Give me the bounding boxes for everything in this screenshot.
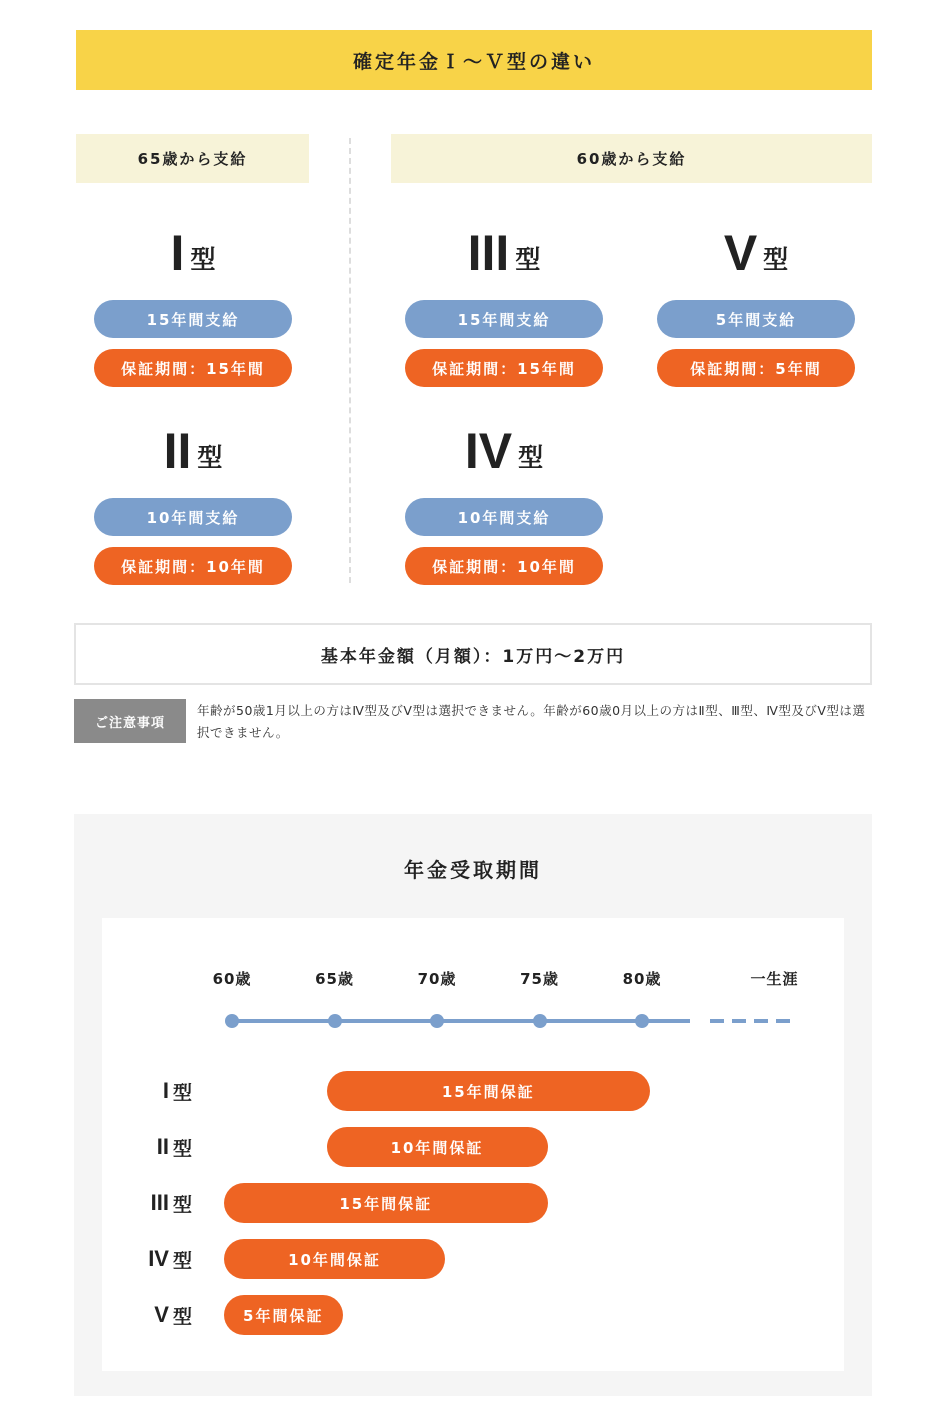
row-type-label <box>132 1127 192 1167</box>
axis-dash <box>732 1019 746 1023</box>
row-type-suffix: 型 <box>172 1249 192 1272</box>
row-type-numeral: V <box>154 1302 169 1327</box>
basic-amount-box: 基本年金額（月額）：1万円～2万円 <box>74 623 872 685</box>
row-type-label <box>132 1295 192 1335</box>
guarantee-period-bar: 15年間保証 <box>224 1183 548 1223</box>
row-type-numeral: III <box>150 1190 169 1215</box>
group-header-60: 60歳から支給 <box>391 134 872 183</box>
axis-dot <box>635 1014 649 1028</box>
row-type-label <box>132 1239 192 1279</box>
group-divider <box>349 138 351 583</box>
type-numeral: I <box>170 225 185 281</box>
axis-tick-label: 一生涯 <box>750 970 799 988</box>
payout-badge: 15年間支給 <box>405 300 603 338</box>
payout-badge: 5年間支給 <box>657 300 855 338</box>
guarantee-period-bar: 5年間保証 <box>224 1295 343 1335</box>
axis-tick-label: 60歳 <box>212 970 252 988</box>
guarantee-badge: 保証期間：10年間 <box>405 547 603 585</box>
type-heading <box>384 222 624 281</box>
type-numeral: IV <box>464 423 513 479</box>
type-card-1 <box>73 222 313 387</box>
row-type-numeral: I <box>162 1078 169 1103</box>
axis-dash <box>754 1019 768 1023</box>
axis-tick-label: 65歳 <box>315 970 354 988</box>
axis-tick-label: 75歳 <box>520 970 559 988</box>
axis-tick-label: 80歳 <box>622 970 662 988</box>
payout-badge: 15年間支給 <box>94 300 292 338</box>
guarantee-badge: 保証期間：5年間 <box>657 349 855 387</box>
type-heading <box>384 420 624 479</box>
type-card-5 <box>636 222 876 387</box>
type-suffix: 型 <box>190 245 216 274</box>
type-card-3 <box>384 222 624 387</box>
notice-text: 年齢が50歳1月以上の方はⅣ型及びⅤ型は選択できません。年齢が60歳0月以上の方はⅡ型、Ⅲ型、Ⅳ型及びⅤ型は選択できません。 <box>197 703 866 740</box>
payout-badge: 10年間支給 <box>405 498 603 536</box>
type-suffix: 型 <box>197 443 223 472</box>
guarantee-period-bar: 10年間保証 <box>224 1239 445 1279</box>
row-type-suffix: 型 <box>172 1137 192 1160</box>
payout-period-panel <box>74 814 872 1396</box>
guarantee-badge: 保証期間：15年間 <box>94 349 292 387</box>
row-type-suffix: 型 <box>172 1193 192 1216</box>
age-axis-line <box>232 1019 690 1023</box>
row-type-suffix: 型 <box>172 1081 192 1104</box>
timeline-chart <box>102 918 844 1371</box>
type-heading <box>73 222 313 281</box>
row-type-label <box>132 1071 192 1111</box>
axis-dot <box>328 1014 342 1028</box>
row-type-label <box>132 1183 192 1223</box>
page-title: 確定年金Ｉ～Ｖ型の違い <box>76 30 872 90</box>
type-suffix: 型 <box>515 245 541 274</box>
axis-dash <box>776 1019 790 1023</box>
type-numeral: V <box>723 225 758 281</box>
type-suffix: 型 <box>763 245 789 274</box>
guarantee-badge: 保証期間：10年間 <box>94 547 292 585</box>
group-header-65: 65歳から支給 <box>76 134 309 183</box>
type-heading <box>73 420 313 479</box>
type-numeral: III <box>467 225 510 281</box>
type-heading <box>636 222 876 281</box>
payout-badge: 10年間支給 <box>94 498 292 536</box>
axis-dash <box>710 1019 724 1023</box>
guarantee-period-bar: 10年間保証 <box>327 1127 548 1167</box>
notice-label: ご注意事項 <box>74 699 186 743</box>
row-type-numeral: IV <box>148 1246 169 1271</box>
axis-dot <box>533 1014 547 1028</box>
period-title: 年金受取期間 <box>404 858 542 882</box>
type-numeral: II <box>163 423 192 479</box>
row-type-suffix: 型 <box>172 1305 192 1328</box>
type-card-2 <box>73 420 313 585</box>
axis-dot <box>225 1014 239 1028</box>
guarantee-period-bar: 15年間保証 <box>327 1071 651 1111</box>
guarantee-badge: 保証期間：15年間 <box>405 349 603 387</box>
axis-tick-label: 70歳 <box>417 970 457 988</box>
axis-dot <box>430 1014 444 1028</box>
row-type-numeral: II <box>156 1134 169 1159</box>
type-card-4 <box>384 420 624 585</box>
type-suffix: 型 <box>518 443 544 472</box>
